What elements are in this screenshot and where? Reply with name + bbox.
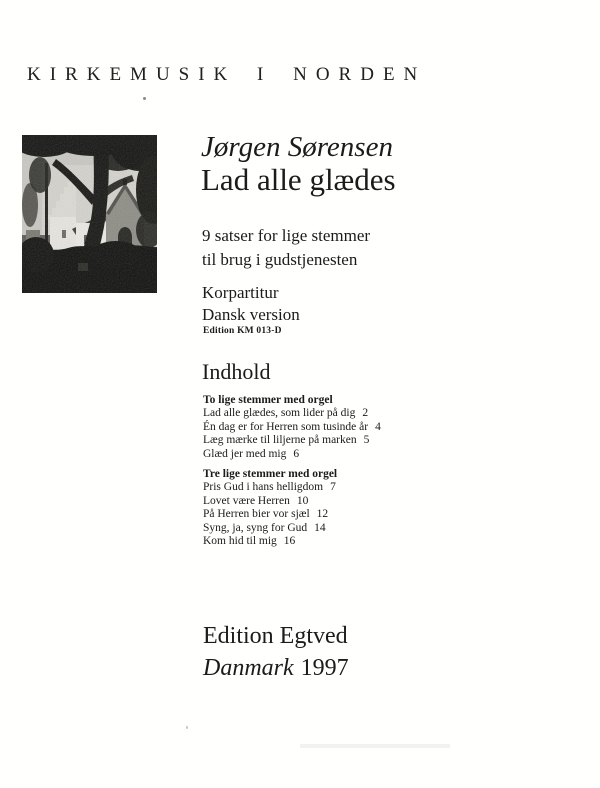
series-title: KIRKEMUSIK I NORDEN <box>27 64 427 85</box>
toc-item-title: På Herren bier vor sjæl <box>203 508 310 521</box>
toc-item-title: Kom hid til mig <box>203 535 277 548</box>
toc-item-title: Lovet være Herren <box>203 494 290 507</box>
toc-item-title: Læg mærke til liljerne på marken <box>203 434 357 447</box>
format-block <box>202 282 300 326</box>
format-label: Korpartitur <box>202 283 279 302</box>
church-photo-illustration <box>22 135 157 293</box>
subtitle-line-1: 9 satser for lige stemmer <box>202 226 371 245</box>
toc-item-title: Pris Gud i hans helligdom <box>203 481 324 494</box>
toc-item-page: 10 <box>296 494 309 507</box>
section-heading: To lige stemmer med orgel <box>203 394 333 406</box>
toc-item <box>203 481 337 494</box>
toc-item-title: Glæd jer med mig <box>203 447 287 460</box>
toc-item-page: 5 <box>363 434 370 447</box>
subtitle-block <box>202 224 370 272</box>
toc-item-page: 7 <box>330 481 336 494</box>
toc-item-page: 6 <box>293 447 300 460</box>
version-label: Dansk version <box>202 305 300 324</box>
toc-item-title: Syng, ja, syng for Gud <box>203 521 308 534</box>
scan-speck <box>186 726 188 729</box>
contents-section-three-voices <box>203 468 337 548</box>
toc-item <box>203 535 337 548</box>
subtitle-line-2: til brug i gudstjenesten <box>202 250 358 269</box>
toc-item <box>203 448 381 461</box>
contents-heading: Indhold <box>202 359 271 384</box>
toc-item-page: 2 <box>362 407 369 420</box>
toc-item-title: Lad alle glædes, som lider på dig <box>203 407 356 420</box>
publisher-name: Edition Egtved <box>203 623 348 649</box>
imprint-year: 1997 <box>300 655 349 681</box>
toc-item-title: Én dag er for Herren som tusinde år <box>203 420 369 433</box>
toc-item <box>203 508 337 521</box>
composer-name: Jørgen Sørensen <box>201 131 393 163</box>
toc-item <box>203 495 337 508</box>
section-heading: Tre lige stemmer med orgel <box>203 468 338 480</box>
toc-item <box>203 522 337 535</box>
toc-item-page: 14 <box>314 521 326 534</box>
toc-item <box>203 421 381 434</box>
edition-number: Edition KM 013-D <box>203 326 282 336</box>
contents-section-two-voices <box>203 394 381 461</box>
toc-item <box>203 407 381 420</box>
toc-item-page: 12 <box>316 508 329 521</box>
toc-item <box>203 434 381 447</box>
work-title: Lad alle glædes <box>201 162 396 197</box>
village-church-photo <box>22 135 157 293</box>
scan-speck <box>143 97 146 100</box>
toc-item-page: 4 <box>375 420 381 433</box>
imprint-line <box>203 656 349 680</box>
scan-smudge <box>300 744 450 748</box>
toc-item-page: 16 <box>283 535 296 548</box>
imprint-country: Danmark <box>203 655 294 681</box>
